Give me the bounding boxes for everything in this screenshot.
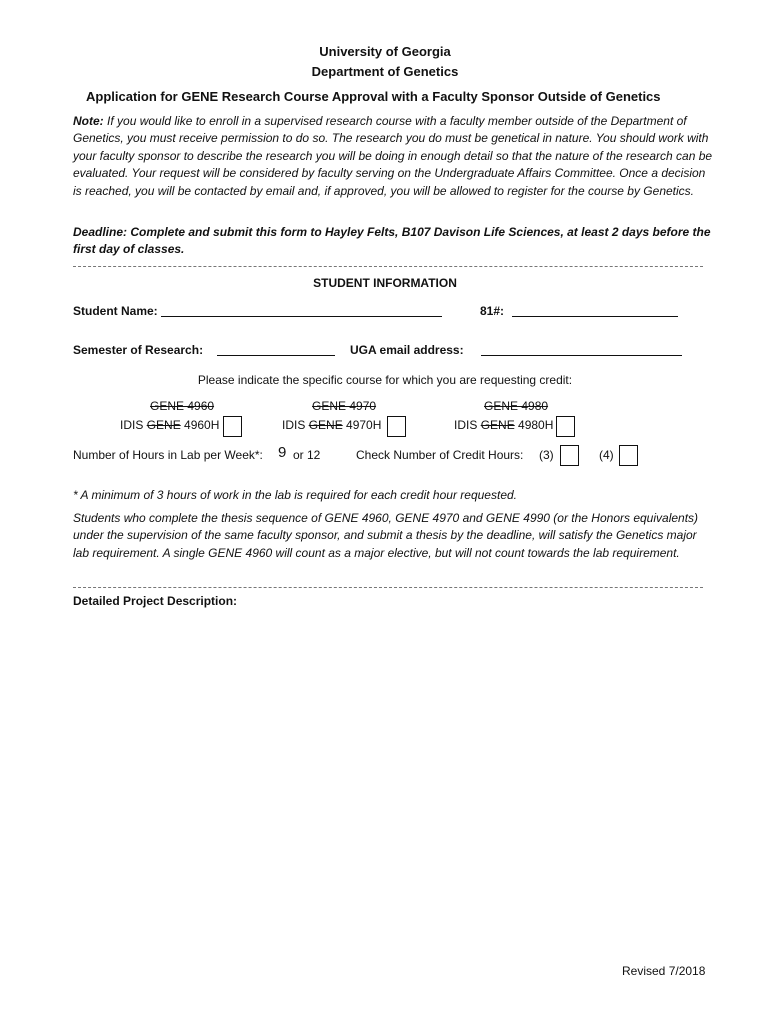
course-3-label: [454, 418, 553, 432]
hours-label: Number of Hours in Lab per Week*:: [73, 448, 263, 462]
note-text: If you would like to enroll in a supervised research course with a faculty member outside of the Department of Genetics, you must receive permission to do so. The research you do must be genetical in nature. You should work with your faculty sponsor to describe the research you will be doing in enough detail so that the nature of the research can be evaluated. Your request will be considered by faculty serving on the Undergraduate Affairs Committee. Once a decision is reached, you will be contacted by email and, if approved, you will be allowed to register for the course by Genetics.: [73, 114, 713, 198]
form-title: Application for GENE Research Course Approval with a Faculty Sponsor Outside of Genetics: [86, 89, 661, 104]
section-divider: [73, 266, 703, 267]
section-title: STUDENT INFORMATION: [313, 276, 457, 290]
hours-option-9[interactable]: 9: [278, 444, 287, 461]
course-2-label: [282, 418, 381, 432]
course-2-strike: GENE: [308, 418, 343, 432]
id-label: 81#:: [480, 304, 505, 318]
semester-label: Semester of Research:: [73, 343, 204, 357]
revised-date: Revised 7/2018: [622, 964, 706, 978]
credit-3-checkbox[interactable]: [560, 445, 579, 466]
credit-4-label: (4): [599, 448, 614, 462]
hours-option-12[interactable]: or 12: [293, 448, 321, 462]
project-description-label: Detailed Project Description:: [73, 594, 238, 608]
credit-3-label: (3): [539, 448, 554, 462]
deadline-text: Deadline: Complete and submit this form to Hayley Felts, B107 Davison Life Sciences, at least 2 days before the first day of classes.: [73, 225, 711, 257]
course-1-prefix: IDIS: [120, 418, 144, 432]
thesis-note: Students who complete the thesis sequence of GENE 4960, GENE 4970 and GENE 4990 (or the Honors equivalents) under the supervision of the same faculty sponsor, and submit a thesis by the deadline, will satisfy the Genetics major lab requirement. A single GENE 4960 will count as a major elective, but will not count towards the lab requirement.: [73, 511, 699, 560]
university-name: University of Georgia: [319, 44, 451, 59]
note-label: Note:: [73, 114, 104, 128]
course-3-strike: GENE: [480, 418, 515, 432]
id-field[interactable]: [512, 316, 678, 317]
email-field[interactable]: [481, 355, 682, 356]
course-3-prefix: IDIS: [454, 418, 478, 432]
course-2-prefix: IDIS: [282, 418, 306, 432]
course-1-checkbox[interactable]: [223, 416, 242, 437]
course-1-strike: GENE: [146, 418, 181, 432]
footnote: * A minimum of 3 hours of work in the lab is required for each credit hour requested.: [73, 488, 517, 502]
course-prompt: Please indicate the specific course for which you are requesting credit:: [197, 373, 573, 387]
semester-field[interactable]: [217, 355, 335, 356]
course-2-checkbox[interactable]: [387, 416, 406, 437]
section-divider-2: [73, 587, 703, 588]
student-name-field[interactable]: [161, 316, 442, 317]
course-1-label: [120, 418, 219, 432]
course-2-code: 4970H: [342, 418, 382, 432]
credit-label: Check Number of Credit Hours:: [356, 448, 524, 462]
note-paragraph: [73, 113, 713, 200]
course-2-old-code: GENE 4970: [312, 399, 377, 413]
email-label: UGA email address:: [350, 343, 464, 357]
student-name-label: Student Name:: [73, 304, 158, 318]
course-1-code: 4960H: [180, 418, 220, 432]
course-3-code: 4980H: [514, 418, 554, 432]
credit-4-checkbox[interactable]: [619, 445, 638, 466]
course-3-old-code: GENE 4980: [484, 399, 549, 413]
project-description-area[interactable]: [73, 612, 703, 942]
department-name: Department of Genetics: [311, 64, 459, 79]
course-1-old-code: GENE 4960: [150, 399, 215, 413]
course-3-checkbox[interactable]: [556, 416, 575, 437]
